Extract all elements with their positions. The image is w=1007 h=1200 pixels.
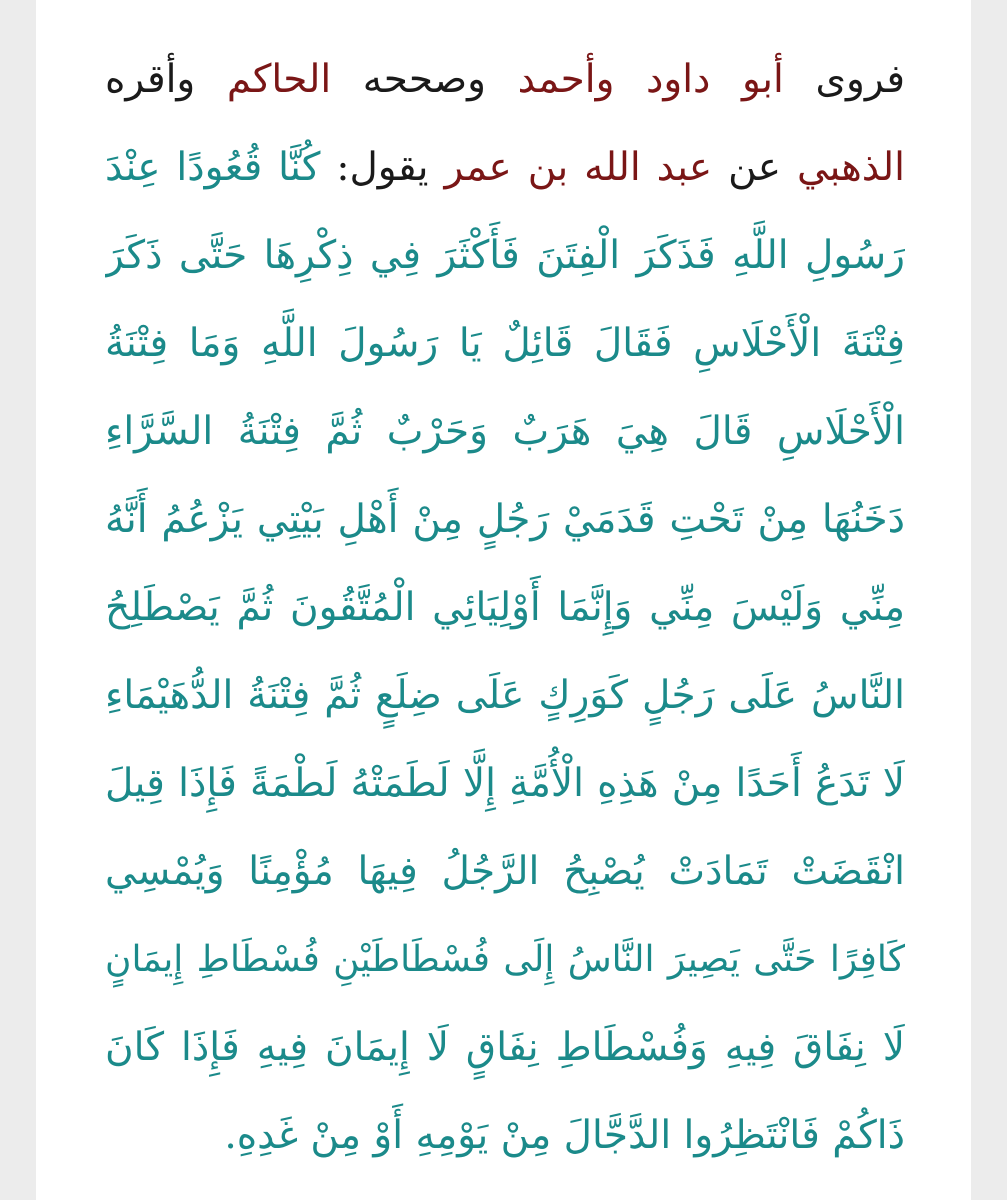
text-line [105, 740, 905, 828]
narrator-name: وأحمد [517, 57, 615, 102]
narrator-name: عبد الله بن عمر [444, 145, 713, 190]
hadith-text: مِنِّي وَلَيْسَ مِنِّي وَإِنَّمَا أَوْلِيَائِي الْمُتَّقُونَ ثُمَّ يَصْطَلِحُ [105, 585, 905, 630]
narration-text [614, 57, 646, 102]
text-line [105, 212, 905, 300]
text-line [105, 652, 905, 740]
text-line [105, 564, 905, 652]
hadith-text: ذَاكُمْ فَانْتَظِرُوا الدَّجَّالَ مِنْ يَوْمِهِ أَوْ مِنْ غَدِهِ. [224, 1113, 905, 1158]
hadith-text-block [105, 36, 905, 1180]
text-line [105, 300, 905, 388]
hadith-text: كَافِرًا حَتَّى يَصِيرَ النَّاسُ إِلَى فُسْطَاطَيْنِ فُسْطَاطِ إِيمَانٍ [105, 939, 905, 980]
text-line [105, 476, 905, 564]
text-line [105, 916, 905, 1004]
text-line [105, 1092, 905, 1180]
text-line [105, 388, 905, 476]
right-page-margin [971, 0, 1007, 1200]
left-page-margin [0, 0, 36, 1200]
narrator-name: أبو داود [646, 57, 784, 102]
narration-text: وأقره [105, 57, 227, 102]
hadith-text: لَا تَدَعُ أَحَدًا مِنْ هَذِهِ الْأُمَّةِ إِلَّا لَطَمَتْهُ لَطْمَةً فَإِذَا قِيلَ [105, 761, 905, 806]
narration-text: وصححه [331, 57, 518, 102]
hadith-text: فِتْنَةَ الْأَحْلَاسِ فَقَالَ قَائِلٌ يَا رَسُولَ اللَّهِ وَمَا فِتْنَةُ [105, 321, 905, 366]
hadith-text: دَخَنُهَا مِنْ تَحْتِ قَدَمَيْ رَجُلٍ مِنْ أَهْلِ بَيْتِي يَزْعُمُ أَنَّهُ [105, 497, 905, 542]
hadith-text: الْأَحْلَاسِ قَالَ هِيَ هَرَبٌ وَحَرْبٌ ثُمَّ فِتْنَةُ السَّرَّاءِ [105, 409, 905, 454]
hadith-text: لَا نِفَاقَ فِيهِ وَفُسْطَاطِ نِفَاقٍ لَا إِيمَانَ فِيهِ فَإِذَا كَانَ [105, 1025, 905, 1070]
text-line [105, 36, 905, 124]
text-line [105, 828, 905, 916]
narration-text: عن [712, 145, 797, 190]
narrator-name: الذهبي [796, 145, 905, 190]
hadith-text: النَّاسُ عَلَى رَجُلٍ كَوَرِكٍ عَلَى ضِلَعٍ ثُمَّ فِتْنَةُ الدُّهَيْمَاءِ [105, 673, 905, 718]
text-line [105, 1004, 905, 1092]
narrator-name: الحاكم [226, 57, 332, 102]
hadith-text: كُنَّا قُعُودًا عِنْدَ [105, 145, 321, 190]
hadith-text: انْقَضَتْ تَمَادَتْ يُصْبِحُ الرَّجُلُ فِيهَا مُؤْمِنًا وَيُمْسِي [105, 849, 905, 894]
narration-text: فروى [783, 57, 905, 102]
hadith-text: رَسُولِ اللَّهِ فَذَكَرَ الْفِتَنَ فَأَكْثَرَ فِي ذِكْرِهَا حَتَّى ذَكَرَ [105, 233, 905, 278]
text-line [105, 124, 905, 212]
narration-text: يقول: [320, 145, 445, 190]
